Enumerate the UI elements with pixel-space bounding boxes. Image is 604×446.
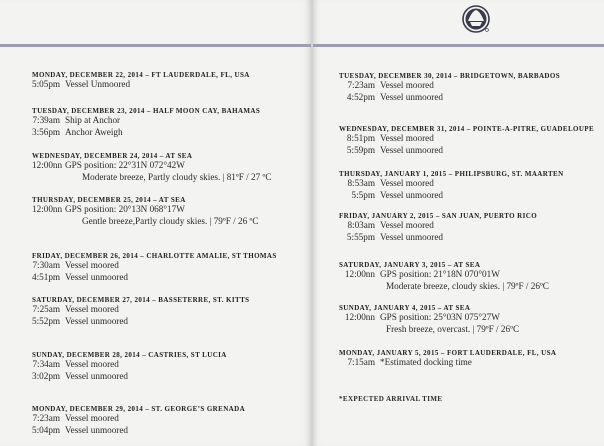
day-header: SUNDAY, JANUARY 4, 2015 – AT SEA <box>339 304 471 312</box>
page-gutter <box>311 0 313 446</box>
day-header: SATURDAY, DECEMBER 27, 2014 – BASSETERRE, ST. KITTS <box>32 296 250 304</box>
entry-text: Ship at Anchor <box>65 115 121 125</box>
entry-text: Vessel moored <box>65 304 119 314</box>
entry-text: Vessel unmoored <box>380 231 444 242</box>
log-entry <box>32 204 302 216</box>
day-header: SUNDAY, DECEMBER 28, 2014 – CASTRIES, ST LUCIA <box>32 351 227 359</box>
log-entry <box>32 425 302 437</box>
day-header: FRIDAY, DECEMBER 26, 2014 – CHARLOTTE AMALIE, ST THOMAS <box>32 252 277 260</box>
log-entry <box>339 133 599 145</box>
day-block <box>32 196 302 227</box>
entry-time: 7:34am <box>32 359 60 369</box>
day-block <box>32 107 302 138</box>
entry-time: 12:00nn <box>344 312 375 322</box>
log-entry <box>32 79 302 91</box>
entry-text: Vessel moored <box>380 133 434 143</box>
footnote: *EXPECTED ARRIVAL TIME <box>339 395 443 403</box>
log-entry <box>32 413 302 425</box>
log-entry <box>339 220 599 232</box>
log-entry <box>339 357 599 369</box>
entry-time: 5:55pm <box>346 231 375 242</box>
right-header-rule <box>313 44 604 47</box>
entry-time: 8:53am <box>347 178 375 188</box>
day-header: THURSDAY, DECEMBER 25, 2014 – AT SEA <box>32 196 186 204</box>
log-entry <box>32 115 302 127</box>
entry-text: Vessel unmoored <box>65 370 129 381</box>
day-header: SATURDAY, JANUARY 3, 2015 – AT SEA <box>339 261 481 269</box>
entry-text: Vessel unmoored <box>65 424 129 435</box>
day-block <box>32 296 302 327</box>
entry-time: 7:23am <box>32 413 60 423</box>
log-entry <box>32 304 302 316</box>
log-entry <box>32 260 302 272</box>
log-entry <box>339 145 599 157</box>
entry-time: 3:56pm <box>32 126 61 137</box>
day-block <box>339 212 599 243</box>
entry-time: 7:15am <box>347 357 375 367</box>
day-block <box>339 170 599 201</box>
entry-time: 7:23am <box>347 80 375 90</box>
entry-time: 7:39am <box>32 115 60 125</box>
day-block <box>339 125 599 156</box>
entry-time: 7:30am <box>32 260 60 270</box>
entry-time: 5:59pm <box>346 144 375 155</box>
log-entry <box>339 190 599 202</box>
day-header: MONDAY, DECEMBER 22, 2014 – FT LAUDERDALE, FL, USA <box>32 71 250 79</box>
entry-text: GPS position: 20°13N 068°17W <box>65 204 185 214</box>
entry-text: Vessel unmoored <box>380 189 444 200</box>
entry-time: 5:05pm <box>32 79 61 89</box>
log-entry <box>32 371 302 383</box>
entry-text: Vessel moored <box>65 359 119 369</box>
entry-text: Vessel moored <box>380 80 434 90</box>
entry-time: 8:03am <box>347 220 375 230</box>
day-block <box>32 152 302 183</box>
entry-time: 5:04pm <box>32 424 61 435</box>
entry-text: Vessel unmoored <box>65 315 129 326</box>
entry-time: 5:5pm <box>351 189 375 200</box>
day-block <box>32 71 302 91</box>
day-block <box>339 72 599 103</box>
log-entry <box>32 160 302 172</box>
entry-time: 12:00nn <box>32 160 63 170</box>
log-entry <box>339 232 599 244</box>
entry-text: *Estimated docking time <box>380 357 472 367</box>
day-block <box>339 349 599 369</box>
entry-time: 4:52pm <box>346 91 375 102</box>
entry-text: Vessel moored <box>380 220 434 230</box>
entry-text: Vessel moored <box>65 260 119 270</box>
log-entry <box>339 312 599 324</box>
entry-text: GPS position: 22°31N 072°42W <box>65 160 185 170</box>
day-header: WEDNESDAY, DECEMBER 24, 2014 – AT SEA <box>32 152 193 160</box>
weather-conditions: Moderate breeze, cloudy skies. | 79ºF / 26ºC <box>386 280 549 291</box>
entry-time: 12:00nn <box>32 204 63 214</box>
cruise-line-crest-icon <box>460 3 492 35</box>
entry-text: GPS position: 21°18N 070°01W <box>380 269 500 279</box>
log-entry <box>339 92 599 104</box>
entry-text: Vessel unmoored <box>65 271 129 282</box>
day-header: FRIDAY, JANUARY 2, 2015 – SAN JUAN, PUERTO RICO <box>339 212 538 220</box>
log-entry <box>32 272 302 284</box>
entry-text: GPS position: 25°03N 075°27W <box>380 312 500 322</box>
day-block <box>339 261 599 292</box>
day-block <box>32 351 302 382</box>
left-header-rule <box>0 44 311 47</box>
entry-text: Vessel moored <box>380 178 434 188</box>
log-entry <box>339 178 599 190</box>
entry-text: Anchor Aweigh <box>65 126 123 137</box>
day-header: MONDAY, DECEMBER 29, 2014 – ST. GEORGE’S GRENADA <box>32 405 246 413</box>
day-header: THURSDAY, JANUARY 1, 2015 – PHILIPSBURG, ST. MAARTEN <box>339 170 564 178</box>
entry-time: 4:51pm <box>32 271 61 282</box>
log-entry <box>32 127 302 139</box>
day-block <box>339 304 599 335</box>
log-entry <box>339 80 599 92</box>
weather-conditions: Gentle breeze,Partly cloudy skies. | 79ºF / 26 ºC <box>82 215 259 226</box>
log-entry <box>32 359 302 371</box>
entry-text: Vessel unmoored <box>380 91 444 102</box>
entry-time: 8:51pm <box>346 133 375 143</box>
entry-text: Vessel unmoored <box>380 144 444 155</box>
entry-time: 7:25am <box>32 304 60 314</box>
weather-conditions: Fresh breeze, overcast. | 79ºF / 26ºC <box>386 323 520 334</box>
day-header: TUESDAY, DECEMBER 30, 2014 – BRIDGETOWN, BARBADOS <box>339 72 561 80</box>
entry-time: 12:00nn <box>344 269 375 279</box>
entry-text: Vessel Unmoored <box>65 79 131 89</box>
day-block <box>32 405 302 436</box>
entry-time: 3:02pm <box>32 370 61 381</box>
day-block <box>32 252 302 283</box>
day-header: TUESDAY, DECEMBER 23, 2014 – HALF MOON CAY, BAHAMAS <box>32 107 261 115</box>
weather-conditions: Moderate breeze, Partly cloudy skies. | 81ºF / 27 ºC <box>82 171 272 182</box>
day-header: WEDNESDAY, DECEMBER 31, 2014 – POINTE-A-PITRE, GUADELOUPE <box>339 125 595 133</box>
day-header: MONDAY, JANUARY 5, 2015 – FORT LAUDERDALE, FL, USA <box>339 349 557 357</box>
entry-text: Vessel moored <box>65 413 119 423</box>
entry-time: 5:52pm <box>32 315 61 326</box>
log-entry <box>32 316 302 328</box>
log-entry <box>339 269 599 281</box>
